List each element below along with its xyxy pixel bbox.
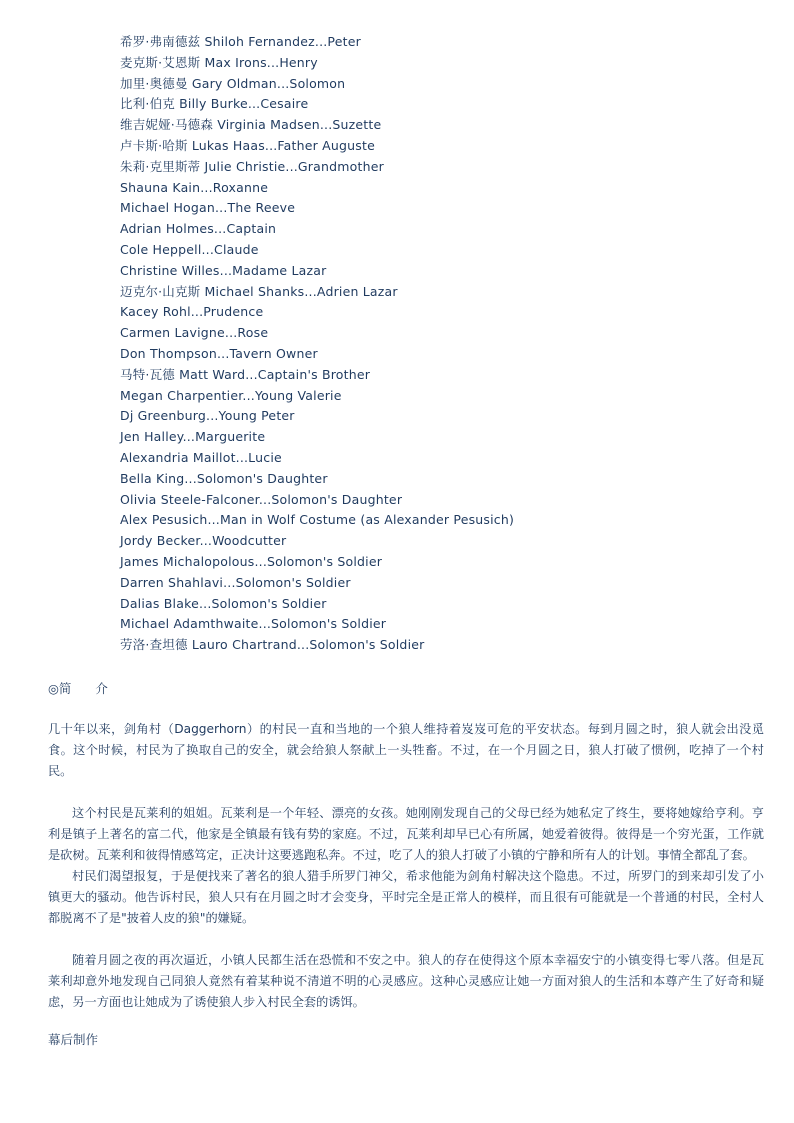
cast-member: Don Thompson...Tavern Owner — [120, 345, 318, 361]
cast-member: James Michalopolous...Solomon's Soldier — [120, 553, 383, 569]
cast-member: Cole Heppell...Claude — [120, 241, 259, 257]
cast-member: Michael Adamthwaite...Solomon's Soldier — [120, 616, 387, 632]
synopsis-heading-rest: 介 — [95, 681, 108, 696]
cast-member: Bella King...Solomon's Daughter — [120, 470, 328, 486]
cast-member: Adrian Holmes...Captain — [120, 221, 277, 237]
cast-member: Kacey Rohl...Prudence — [120, 304, 264, 320]
cast-member: Dalias Blake...Solomon's Soldier — [120, 595, 327, 611]
cast-member: 麦克斯·艾恩斯 Max Irons...Henry — [120, 54, 318, 70]
cast-member: Michael Hogan...The Reeve — [120, 200, 296, 216]
cast-member: Dj Greenburg...Young Peter — [120, 408, 295, 424]
cast-member: 迈克尔·山克斯 Michael Shanks...Adrien Lazar — [120, 283, 398, 299]
cast-member: 比利·伯克 Billy Burke...Cesaire — [120, 96, 309, 112]
synopsis-heading-marker: ◎简 — [48, 681, 72, 696]
cast-member: Christine Willes...Madame Lazar — [120, 262, 327, 278]
synopsis-paragraph: 随着月圆之夜的再次逼近，小镇人民都生活在恐慌和不安之中。狼人的存在使得这个原本幸福安宁的小镇变得七零八落。但是瓦莱利却意外地发现自己同狼人竟然有着某种说不清道不明的心灵感应。这种心灵感应让她一方面对狼人的生活和本尊产生了好奇和疑虑，另一方面也让她成为了诱使狼人步入村民全套的诱饵。 — [48, 953, 764, 1009]
cast-list — [120, 32, 514, 656]
production-heading: 幕后制作 — [48, 1032, 99, 1047]
cast-member: Alexandria Maillot...Lucie — [120, 449, 282, 465]
synopsis-heading — [48, 679, 108, 699]
cast-member: Darren Shahlavi...Solomon's Soldier — [120, 574, 351, 590]
synopsis-paragraph: 这个村民是瓦莱利的姐姐。瓦莱利是一个年轻、漂亮的女孩。她刚刚发现自己的父母已经为她私定了终生，要将她嫁给亨利。亨利是镇子上著名的富二代，他家是全镇最有钱有势的家庭。不过，瓦莱利却早已心有所属，她爱着彼得。彼得是一个穷光蛋，工作就是砍树。瓦莱利和彼得情感笃定，正决计这要逃跑私奔。不过，吃了人的狼人打破了小镇的宁静和所有人的计划。事情全都乱了套。 — [48, 806, 764, 862]
cast-member: 维吉妮娅·马德森 Virginia Madsen...Suzette — [120, 117, 382, 133]
cast-member: Megan Charpentier...Young Valerie — [120, 387, 342, 403]
cast-member: Jordy Becker...Woodcutter — [120, 533, 287, 549]
cast-member: 马特·瓦德 Matt Ward...Captain's Brother — [120, 366, 371, 382]
cast-member: Carmen Lavigne...Rose — [120, 325, 269, 341]
cast-member: 卢卡斯·哈斯 Lukas Haas...Father Auguste — [120, 137, 375, 153]
cast-member: 劳洛·查坦德 Lauro Chartrand...Solomon's Soldier — [120, 637, 425, 653]
cast-member: 希罗·弗南德兹 Shiloh Fernandez...Peter — [120, 34, 361, 49]
cast-member: Alex Pesusich...Man in Wolf Costume (as Alexander Pesusich) — [120, 512, 515, 528]
cast-member: Shauna Kain...Roxanne — [120, 179, 269, 195]
synopsis-paragraph: 村民们渴望报复，于是便找来了著名的狼人猎手所罗门神父，希求他能为剑角村解决这个隐患。不过，所罗门的到来却引发了小镇更大的骚动。他告诉村民，狼人只有在月圆之时才会变身，平时完全是正常人的模样，而且很有可能就是一个普通的村民，全村人都脱离不了是"披着人皮的狼"的嫌疑。 — [48, 869, 764, 925]
cast-member: 朱莉·克里斯蒂 Julie Christie...Grandmother — [120, 158, 384, 174]
cast-member: Jen Halley...Marguerite — [120, 429, 266, 445]
synopsis-paragraph: 几十年以来，剑角村（Daggerhorn）的村民一直和当地的一个狼人维持着岌岌可危的平安状态。每到月圆之时，狼人就会出没觅食。这个时候，村民为了换取自己的安全，就会给狼人祭献上一头牲畜。不过，在一个月圆之日，狼人打破了惯例，吃掉了一个村民。 — [48, 722, 764, 778]
cast-member: 加里·奥德曼 Gary Oldman...Solomon — [120, 75, 346, 91]
cast-member: Olivia Steele-Falconer...Solomon's Daughter — [120, 491, 403, 507]
